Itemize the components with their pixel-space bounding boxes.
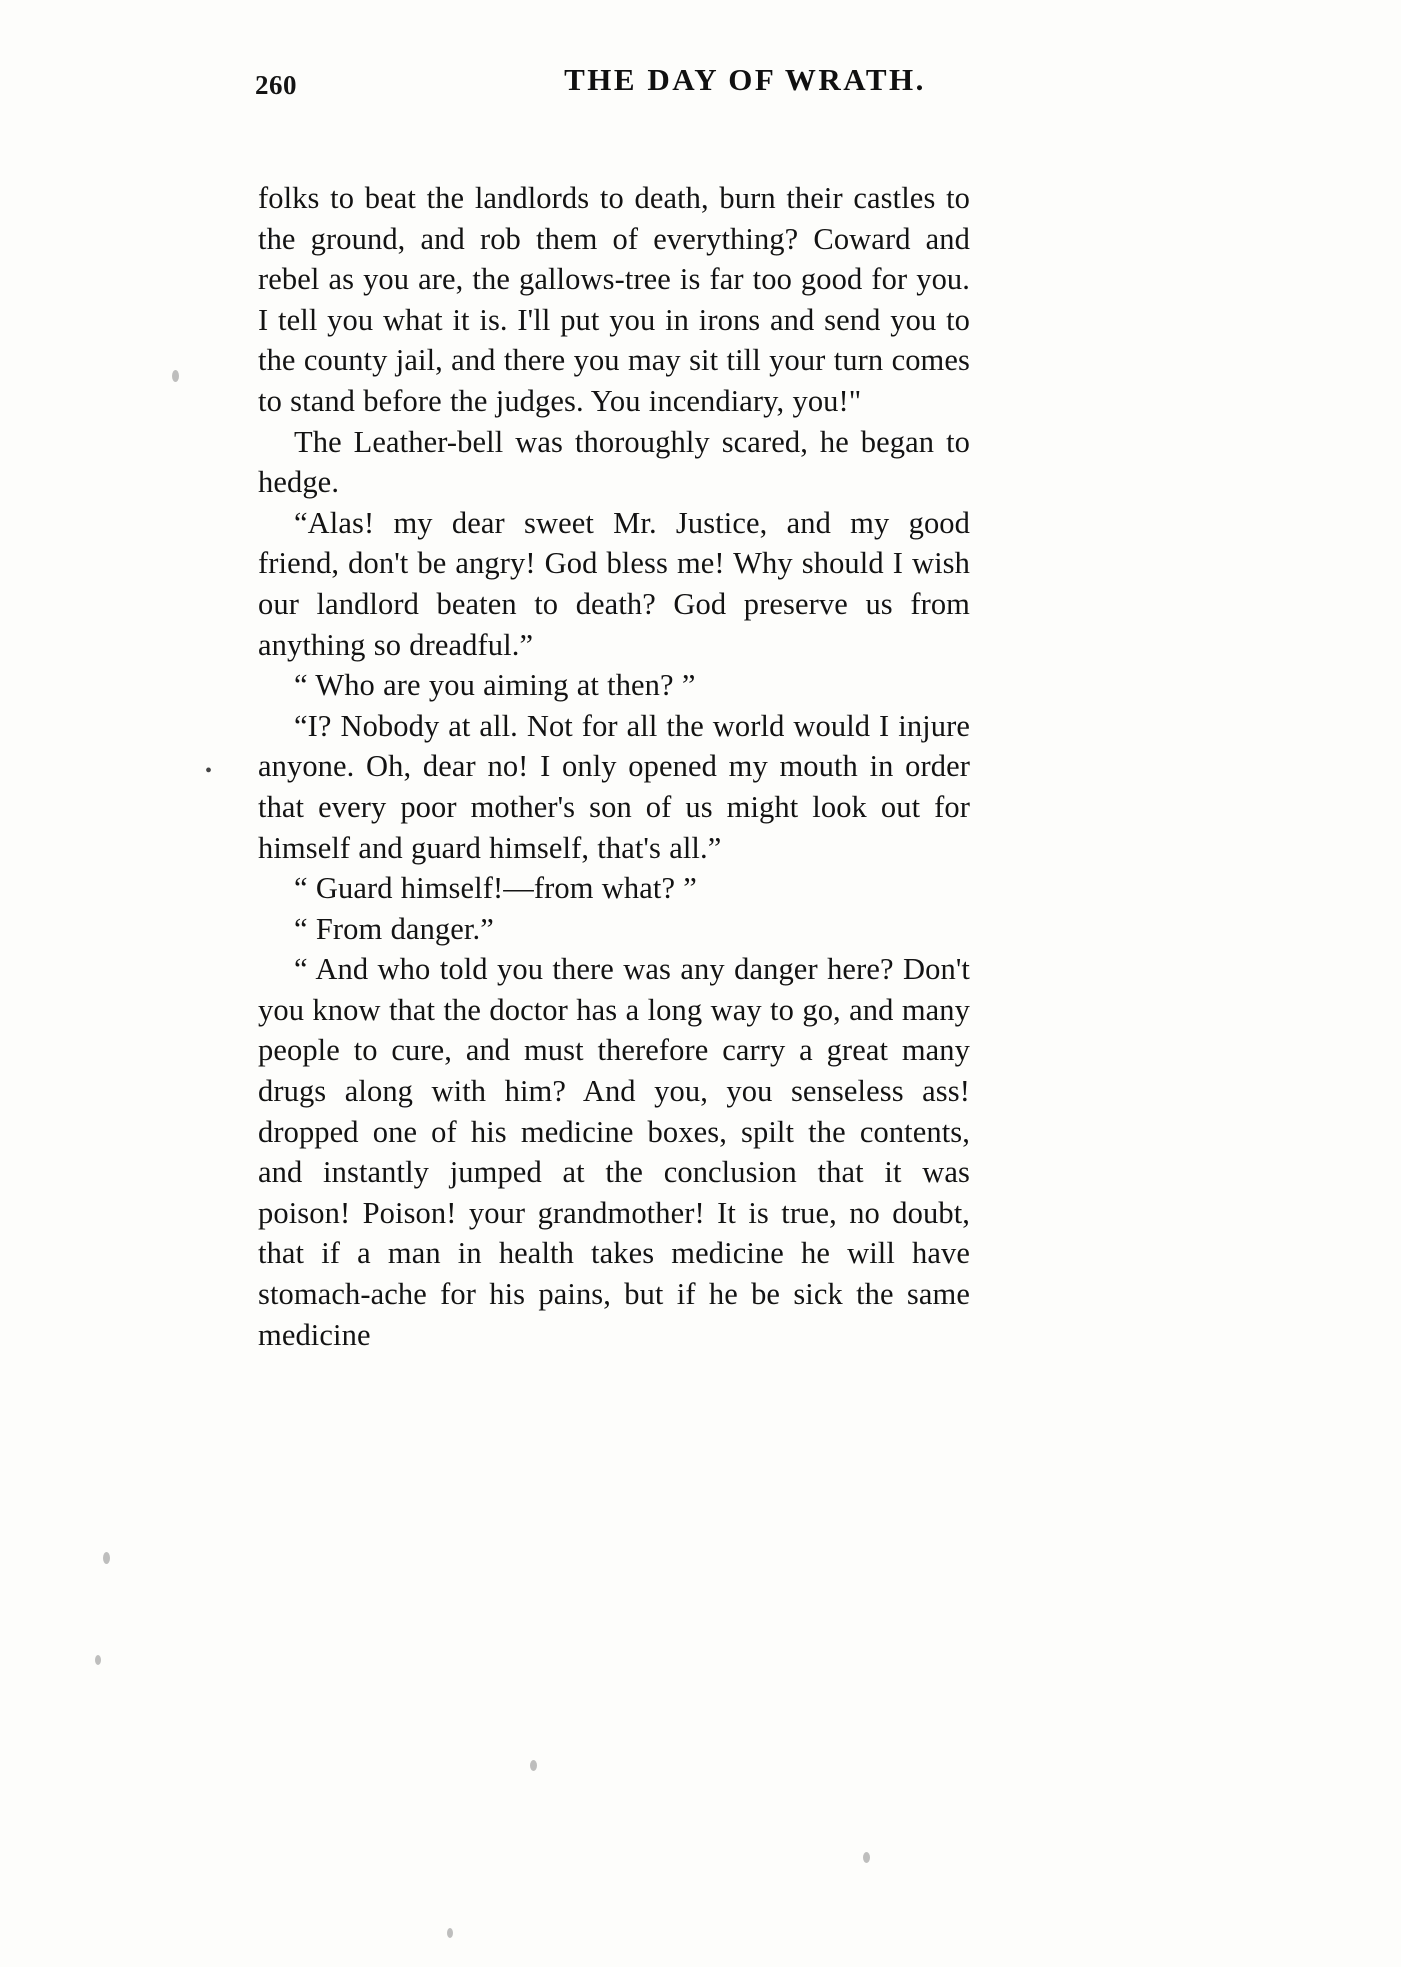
ink-speck <box>103 1552 110 1564</box>
paragraph: “I? Nobody at all. Not for all the world would I injure anyone. Oh, dear no! I only opened my mouth in order that every poor mother's son of us might look out for himself and guard himself, that's all.” <box>258 708 970 865</box>
page-header <box>255 62 1160 110</box>
paragraph: “Alas! my dear sweet Mr. Justice, and my good friend, don't be angry! God bless me! Why should I wish our landlord beaten to death? God preserve us from anything so dreadful.” <box>258 505 970 662</box>
paragraph: “ And who told you there was any danger here? Don't you know that the doctor has a long way to go, and many people to cure, and must therefore carry a great many drugs along with him? And you, you senseless ass! dropped one of his medicine boxes, spilt the contents, and instantly jumped at the conclusion that it was poison! Poison! your grandmother! It is true, no doubt, that if a man in health takes medicine he will have stomach-ache for his pains, but if he be sick the same medicine <box>258 952 970 1352</box>
body-text-column <box>258 178 970 1355</box>
paragraph: “ From danger.” <box>294 911 494 946</box>
paragraph: folks to beat the landlords to death, burn their castles to the ground, and rob them of everything? Coward and rebel as you are, the gallows-tree is far too good for you. I tell you what it is. I'll put you in irons and send you to the county jail, and there you may sit till your turn comes to stand before the judges. You incendiary, you!" <box>258 181 970 418</box>
paragraph: “ Who are you aiming at then? ” <box>294 668 696 703</box>
ink-speck <box>172 370 179 382</box>
page-number: 260 <box>255 70 297 100</box>
running-title: THE DAY OF WRATH. <box>564 62 926 97</box>
ink-speck <box>863 1852 870 1863</box>
ink-speck <box>95 1655 101 1665</box>
margin-tick-mark: • <box>205 760 213 782</box>
paragraph: “ Guard himself!—from what? ” <box>294 871 697 906</box>
ink-speck <box>447 1928 453 1938</box>
ink-speck <box>530 1760 537 1771</box>
paragraph: The Leather-bell was thoroughly scared, he began to hedge. <box>258 424 970 500</box>
